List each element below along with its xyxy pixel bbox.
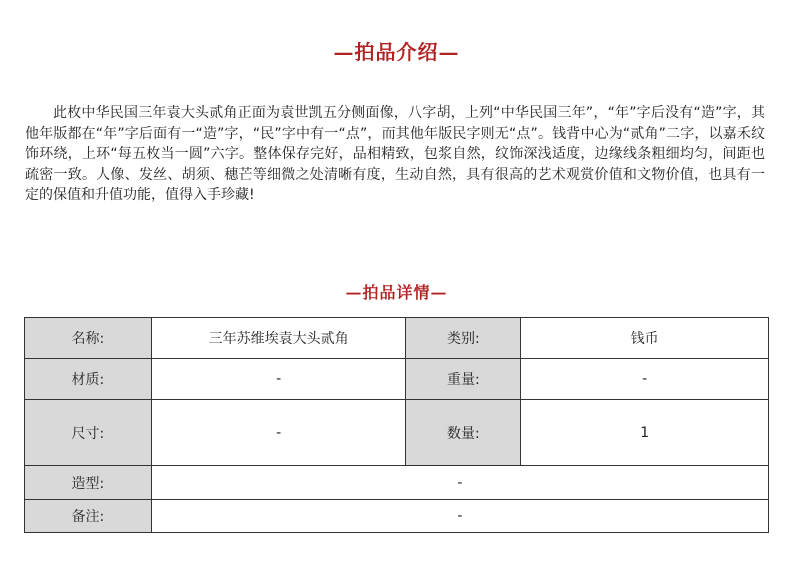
quantity-value: 1	[521, 400, 769, 466]
table-row	[25, 466, 769, 500]
details-section-title: —拍品详情—	[345, 283, 448, 302]
quantity-label: 数量:	[406, 400, 521, 466]
table-row	[25, 400, 769, 466]
table-row	[25, 359, 769, 400]
weight-label: 重量:	[406, 359, 521, 400]
name-label: 名称:	[25, 318, 152, 359]
category-label: 类别:	[406, 318, 521, 359]
intro-paragraph: 此枚中华民国三年袁大头贰角正面为袁世凯五分侧面像，八字胡，上列“中华民国三年”，“年”字后没有“造”字，其他年版都在“年”字后面有一“造”字，“民”字中有一“点”，而其他年版民字则无“点”。钱背中心为“贰角”二字，以嘉禾纹饰环绕，上环“每五枚当一圆”六字。整体保存完好，品相精致，包浆自然，纹饰深浅适度，边缘线条粗细均匀，间距也疏密一致。人像、发丝、胡须、穗芒等细微之处清晰有度，生动自然，具有很高的艺术观赏价值和文物价值，也具有一定的保值和升值功能，值得入手珍藏!	[25, 105, 765, 203]
note-label: 备注:	[25, 500, 152, 533]
table-row	[25, 318, 769, 359]
note-value: -	[151, 500, 768, 533]
category-value: 钱币	[521, 318, 769, 359]
shape-value: -	[151, 466, 768, 500]
name-value: 三年苏维埃袁大头贰角	[151, 318, 406, 359]
details-table	[24, 317, 769, 533]
shape-label: 造型:	[25, 466, 152, 500]
material-value: -	[151, 359, 406, 400]
weight-value: -	[521, 359, 769, 400]
material-label: 材质:	[25, 359, 152, 400]
table-row	[25, 500, 769, 533]
intro-section-title: —拍品介绍—	[333, 40, 460, 64]
size-value: -	[151, 400, 406, 466]
size-label: 尺寸:	[25, 400, 152, 466]
